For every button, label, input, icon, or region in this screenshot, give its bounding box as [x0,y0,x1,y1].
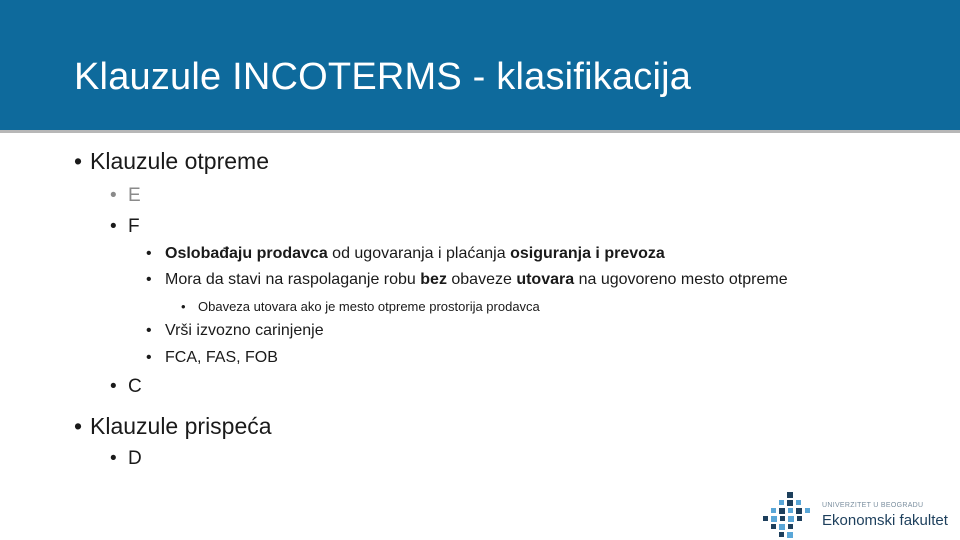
logo-faculty-text: Ekonomski fakultet [822,512,948,529]
text: na ugovoreno mesto otpreme [574,271,788,288]
bullet: • [146,322,152,339]
bold-text: Oslobađaju prodavca [165,245,328,262]
list-item-label: D [128,448,142,469]
bullet: • [110,216,117,237]
text: obaveze [446,271,517,288]
bold-text: bez [420,271,447,288]
university-logo-icon [760,490,820,540]
list-item-label: Klauzule prispeća [90,413,272,439]
bullet: • [74,413,83,439]
list-item-label: Vrši izvozno carinjenje [165,322,324,339]
bullet: • [146,245,152,262]
list-item-label: Klauzule otpreme [90,148,269,174]
list-item-label: F [128,216,140,237]
list-item-f [110,216,140,238]
logo-university-text: UNIVERZITET U BEOGRADU [822,502,924,509]
list-item-label: FCA, FAS, FOB [165,349,278,366]
list-item-d [110,448,142,470]
list-item-f-fca [146,349,278,367]
bullet: • [146,349,152,366]
text: od ugovaranja i plaćanja [327,245,511,262]
list-item-c [110,376,142,398]
list-item-prispeca [74,413,272,440]
list-item-f-obaveza [181,299,540,314]
slide-title: Klauzule INCOTERMS - klasifikacija [74,56,692,98]
title-bar [0,0,960,133]
bullet: • [110,185,117,206]
bullet: • [110,448,117,469]
list-item-f-mora [146,271,788,289]
bullet: • [110,376,117,397]
list-item-f-oslobadjaju [146,245,665,263]
bold-text: osiguranja i prevoza [510,245,665,262]
text: Mora da stavi na raspolaganje robu [165,271,421,288]
bullet: • [181,299,186,314]
list-item-otpreme [74,148,269,175]
list-item-e [110,185,141,207]
bullet: • [74,148,83,174]
list-item-f-carinjenje [146,322,324,340]
list-item-label: E [128,185,141,206]
list-item-label: Obaveza utovara ako je mesto otpreme prostorija prodavca [198,299,540,314]
list-item-label: C [128,376,142,397]
bold-text: utovara [516,271,575,288]
bullet: • [146,271,152,288]
